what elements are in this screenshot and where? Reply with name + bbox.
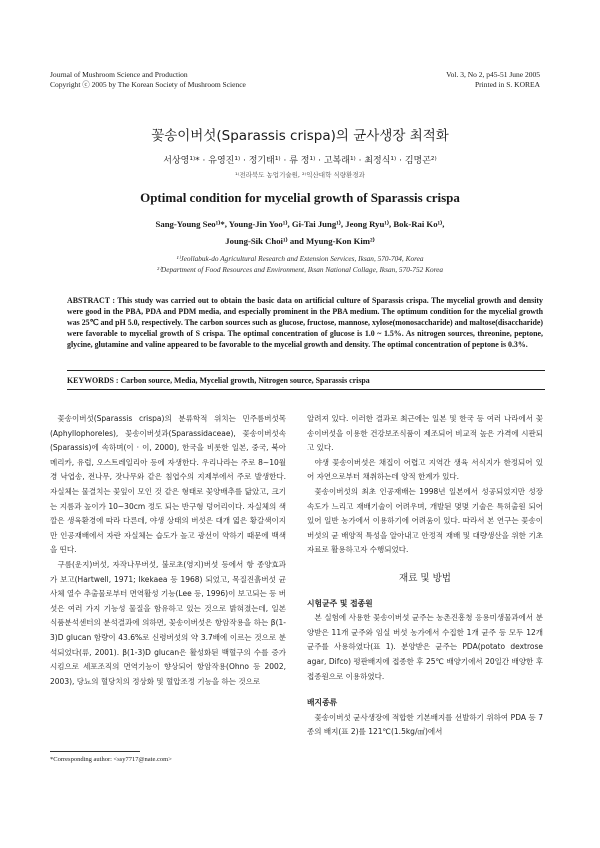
affiliation-english-1: ¹⁾Jeollabuk-do Agricultural Research and Extension Services, Iksan, 570-704, Korea (176, 254, 424, 263)
intro-paragraph-3: 야생 꽃송이버섯은 채집이 어렵고 지역간 생육 서식지가 한정되어 있어 자연으로부터 채취하는데 양적 한계가 있다. (307, 457, 543, 482)
footnote-rule (50, 751, 140, 752)
journal-header-right (446, 70, 540, 90)
authors-korean: 서상영¹⁾* · 유영진¹⁾ · 정기태¹⁾ · 류 정¹⁾ · 고복래¹⁾ · 최정식¹⁾ · 김명곤²⁾ (163, 156, 437, 166)
affiliation-korean: ¹⁾전라북도 농업기술원, ²⁾익산대학 식량환경과 (235, 171, 365, 179)
journal-header-left (50, 70, 246, 90)
keywords: KEYWORDS : Carbon source, Media, Mycelial growth, Nitrogen source, Sparassis crispa (67, 376, 370, 385)
printed-line: Printed in S. KOREA (474, 80, 540, 89)
authors-english-line-1: Sang-Young Seo¹⁾*, Young-Jin Yoo¹⁾, Gi-Tai Jung¹⁾, Jeong Ryu¹⁾, Bok-Rai Ko¹⁾, (155, 219, 445, 229)
intro-paragraph-2: 구름(운지)버섯, 자작나무버섯, 불로초(영지)버섯 등에서 항 종양효과가 보고(Hartwell, 1971; Ikekaea 등 1968) 되었고, 목질진흙버섯 균사체 열수 추출물로부터 면역활성 기능(Lee 등, 1996)이 보고되는 등 버섯은 여러 가지 기능성 물질을 함유하고 있는 것으로 밝혀졌는데, 일본 식품분석센터의 분석결과에 의하면, 꽃송이버섯은 항암작용을 하는 β(1-3)D glucan 함량이 43.6%로 신령버섯의 약 3.7배에 이르는 것으로 분석되었다(류, 2001). β(1-3)D glucan은 활성화된 백혈구의 수를 증가시킴으로 세포조직의 면역기능이 향상되어 항암작용(Ohno 등 2002, 2003), 당뇨의 혈당치의 정상화 및 혈압조정 기능을 하는 것으로 (50, 559, 286, 686)
volume-line: Vol. 3, No 2, p45-51 June 2005 (446, 70, 540, 79)
divider-rule-top (67, 370, 545, 371)
affiliation-english-2: ²⁾Department of Food Resources and Environment, Iksan National Collage, Iksan, 570-752 Korea (156, 265, 444, 274)
journal-name: Journal of Mushroom Science and Production (50, 70, 188, 79)
right-column (307, 412, 543, 740)
strains-paragraph: 본 실험에 사용한 꽃송이버섯 균주는 농촌진흥청 응용미생물과에서 분양받은 11개 균주와 임실 버섯 농가에서 수집한 1개 균주 등 모두 12개 균주를 사용하였다(표 1). 분양받은 균주는 PDA(potato dextrose agar, Difco) 평판배지에 접종한 후 25℃ 배양기에서 20일간 배양한 후 접종원으로 이용하였다. (307, 613, 543, 681)
authors-english-line-2: Joung-Sik Choi¹⁾ and Myung-Kon Kim²⁾ (225, 236, 375, 246)
corresponding-author-footnote: *Corresponding author: <ssy7717@nate.com> (50, 756, 172, 763)
title-english: Optimal condition for mycelial growth of Sparassis crispa (140, 190, 460, 205)
subsection-title-strains: 시험균주 및 접종원 (307, 598, 373, 608)
authors-english (0, 216, 600, 250)
left-column (50, 412, 286, 689)
title-korean: 꽃송이버섯(Sparassis crispa)의 균사생장 최적화 (151, 128, 449, 144)
affiliation-english (0, 253, 600, 275)
intro-paragraph-4: 꽃송이버섯의 최초 인공재배는 1998년 일본에서 성공되었지만 성장속도가 느리고 재배기술이 어려우며, 개발된 몇몇 기술은 특허출원 되어 있어 일반 농가에서 이용하기에 어려움이 있다. 따라서 본 연구는 꽃송이버섯의 균 배양적 특성을 알아내고 안정적 재배 및 대량생산을 위한 기초 자료로 활용하고자 수행되었다. (307, 486, 543, 555)
section-title-methods: 재료 및 방법 (399, 572, 451, 584)
media-paragraph: 꽃송이버섯 균사생장에 적합한 기본배지를 선발하기 위하여 PDA 등 7종의 배지(표 2)를 121℃(1.5kg/㎠)에서 (307, 712, 543, 737)
intro-continuation: 알려져 있다. 이러한 결과로 최근에는 일본 및 한국 등 여러 나라에서 꽃송이버섯을 이용한 건강보조식품이 제조되어 비교적 높은 가격에 시판되고 있다. (307, 414, 543, 453)
abstract: ABSTRACT : This study was carried out to obtain the basic data on artificial culture of Sparassis crispa. The mycelial growth and density were good in the PBA, PDA and PDM media, and especially prominent in the PBA medium. The optimum condition for the mycelial growth was 25℃ and pH 5.0, respectively. The carbon sources such as glucose, fructose, mannose, xylose(monosaccharide) and maltose(disaccharide) were favorable to mycelial growth of S crispa. The optimal concentration of glucose is 1.0 ~ 1.5%. As nitrogen sources, threonine, peptone, glycine, glutamine and valine appeared to be favorable to the mycelial growth and density. The optimal concentration of peptone is 0.3%. (67, 296, 543, 349)
subsection-title-media: 배지종류 (307, 698, 338, 708)
intro-paragraph-1: 꽃송이버섯(Sparassis crispa)의 분류학적 위치는 민주름버섯목(Aphyllophoreles), 꽃송이버섯과(Sparassidaceae), 꽃송이버섯속(Sparassis)에 속하며(이 · 이, 2000), 한국을 비롯한 일본, 중국, 북아메리카, 유럽, 오스트레일리아 등에 자생한다. 우리나라는 주로 8~10월경 낙엽송, 전나무, 잣나무와 같은 침엽수의 지제부에서 주로 발생한다. 자실체는 물결치는 꽃잎이 모인 것 같은 형태로 꽃양배추를 닮았고, 크기는 지름과 높이가 10~30cm 정도 되는 반구형 덩어리이다. 자실체의 색깔은 생육환경에 따라 다른데, 야생 상태의 버섯은 대개 엷은 황갈색이지만 인공재배에서 자란 자실체는 습도가 높고 광선이 약하기 때문에 백색을 띤다. (50, 414, 286, 555)
divider-rule-bottom (67, 389, 545, 390)
copyright-line: Copyright ⓒ 2005 by The Korean Society of Mushroom Science (50, 80, 246, 89)
